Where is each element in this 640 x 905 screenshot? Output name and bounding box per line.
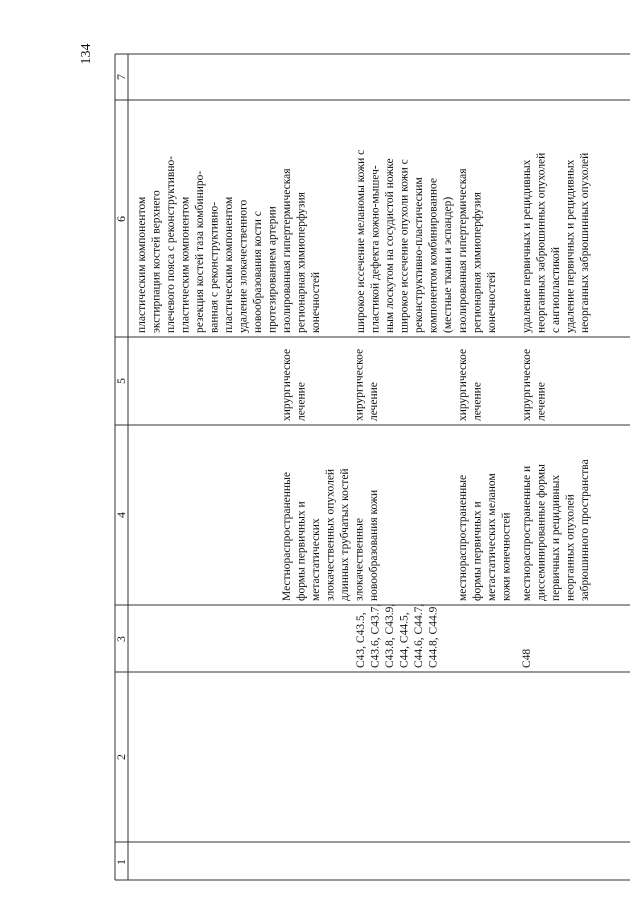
cell-line: С44.6, С44.7, xyxy=(413,603,425,668)
row3-col6-cell xyxy=(457,168,498,333)
cell-line: реконструктивно-пластическим xyxy=(413,177,425,333)
row4-col4-cell xyxy=(521,459,591,601)
cell-line: протезированием артерии xyxy=(266,206,279,333)
cell-line: новообразования кожи xyxy=(368,489,380,601)
row3-col5-cell xyxy=(457,349,484,421)
header-col-2: 2 xyxy=(114,754,128,760)
cell-line: удаление злокачественного xyxy=(237,199,250,333)
cell-line: изолированная гипертермическая xyxy=(457,168,469,333)
row2-col4-cell xyxy=(281,468,380,601)
cell-line: забрюшинного пространства xyxy=(579,459,591,601)
cell-line: широкое иссечение меланомы кожи с xyxy=(355,149,367,333)
cell-line: злокачественных опухолей xyxy=(324,468,337,601)
row2-col3-cell xyxy=(355,604,440,668)
cell-line: с ангиопластикой xyxy=(550,246,562,333)
row4-col3-cell xyxy=(521,649,533,668)
header-col-5: 5 xyxy=(114,378,128,384)
page-number: 134 xyxy=(79,43,94,65)
cell-line: конечностей xyxy=(486,271,498,333)
cell-line: хирургическое xyxy=(281,348,293,421)
cell-line: местнораспространенные и xyxy=(521,465,533,601)
cell-line: удаление первичных и рецидивных xyxy=(564,159,577,333)
cell-line: ванная с реконструктивно- xyxy=(208,201,221,333)
cell-line: злокачественные xyxy=(353,518,366,601)
cell-line: пластикой дефекта кожно-мышеч- xyxy=(369,165,382,333)
header-col-1: 1 xyxy=(114,859,128,865)
cell-line: хирургическое xyxy=(457,348,469,421)
cell-line: С44.8, С44.9 xyxy=(427,606,440,668)
cell-line: С43.6, С43.7, xyxy=(369,603,382,668)
cell-line: хирургическое xyxy=(521,348,533,421)
cell-line: резекция костей таза комбиниро- xyxy=(194,170,206,333)
cell-line: неорганных забрюшинных опухолей xyxy=(579,152,591,333)
row2-col5-cell xyxy=(281,349,380,421)
cell-line: лечение xyxy=(471,382,484,421)
cell-line: диссеминированные формы xyxy=(535,464,548,601)
header-col-4: 4 xyxy=(114,512,128,518)
cell-line: первичных и рецидивных xyxy=(550,474,562,601)
header-col-6: 6 xyxy=(114,216,128,222)
row4-col5-cell xyxy=(521,349,548,421)
row4-col6-cell xyxy=(521,153,591,333)
cell-line: кожи конечностей xyxy=(500,512,513,601)
row2-col6-cell xyxy=(355,150,454,333)
cell-line: формы первичных и xyxy=(471,501,484,601)
cell-line: широкое иссечение опухоли кожи с xyxy=(398,159,411,333)
cell-line: Местнораспространенные xyxy=(281,472,293,601)
cell-line: плечевого пояса с реконструктивно- xyxy=(165,155,177,333)
cell-line: компонентом комбинированное xyxy=(427,178,440,333)
cell-line: конечностей xyxy=(310,271,322,333)
header-col-3: 3 xyxy=(114,636,128,642)
cell-line: неорганных опухолей xyxy=(564,494,577,601)
cell-line: регионарная химиоперфузия xyxy=(471,192,484,333)
cell-line: пластическим компонентом xyxy=(136,196,148,333)
cell-line: метастатических xyxy=(310,518,322,601)
cell-line: лечение xyxy=(535,382,548,421)
cell-line: удаление первичных и рецидивных xyxy=(521,159,533,333)
cell-line: неорганных забрюшинных опухолей xyxy=(535,152,548,333)
cell-line: местнораспространенные xyxy=(457,474,469,601)
cell-line: формы первичных и xyxy=(295,501,308,601)
cell-line: метастатических меланом xyxy=(486,473,498,601)
cell-line: пластическим компонентом xyxy=(223,196,235,333)
cell-line: новообразования кости с xyxy=(252,211,264,333)
cell-line: С43, С43.5, xyxy=(355,612,367,668)
cell-line: ным лоскутом на сосудистой ножке xyxy=(384,158,396,333)
cell-line: экстирпация костей верхнего xyxy=(150,190,163,333)
cell-line: регионарная химиоперфузия xyxy=(295,192,308,333)
row1-col6-cell xyxy=(281,168,322,333)
cell-line: С43.8, С43.9, xyxy=(384,603,396,668)
cell-line: (местные ткани и эспандер) xyxy=(442,196,454,333)
cell-line: лечение xyxy=(368,382,380,421)
cell-line: изолированная гипертермическая xyxy=(281,168,293,333)
cell-line: С44, С44.5, xyxy=(398,612,411,668)
cell-line: С48 xyxy=(521,648,533,668)
cell-line: хирургическое xyxy=(353,348,366,421)
cell-line: длинных трубчатых костей xyxy=(339,468,351,601)
row3-col4-cell xyxy=(457,473,513,601)
header-col-7: 7 xyxy=(114,74,128,80)
cell-line: лечение xyxy=(295,382,308,421)
row0-col6-cell xyxy=(136,156,279,333)
cell-line: пластическим компонентом xyxy=(179,196,192,333)
